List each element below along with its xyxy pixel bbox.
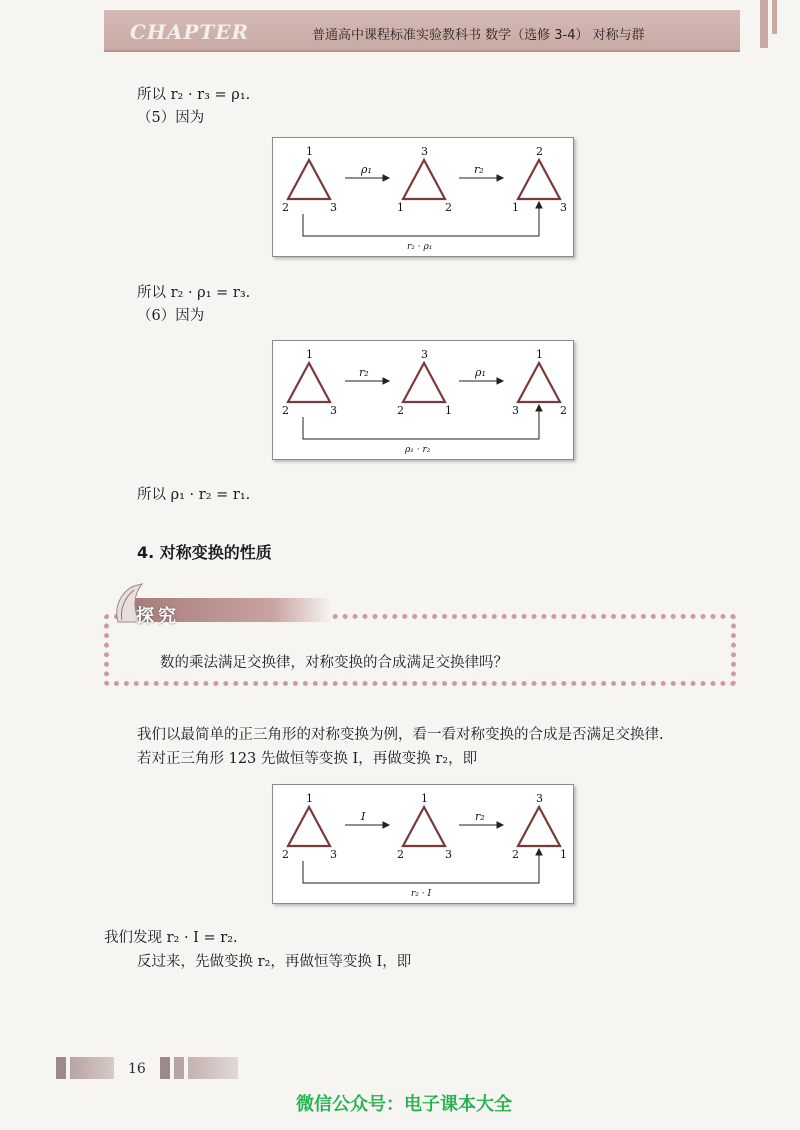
- footer-bar: [160, 1057, 170, 1079]
- operation-label: r₂: [474, 163, 484, 176]
- triangle-3: [518, 363, 560, 402]
- vertex-label: 3: [445, 848, 452, 861]
- footer-bar: [174, 1057, 184, 1079]
- vertex-label: 3: [560, 201, 567, 214]
- vertex-label: 1: [536, 348, 543, 361]
- triangle-1: [288, 807, 330, 846]
- vertex-label: 3: [330, 201, 337, 214]
- footer-bar: [56, 1057, 66, 1079]
- vertex-label: 2: [445, 201, 452, 214]
- vertex-label: 2: [397, 848, 404, 861]
- triangle-2: [403, 807, 445, 846]
- transformation-figure-1: [272, 137, 574, 257]
- triangle-3: [518, 807, 560, 846]
- operation-label: I: [361, 810, 366, 823]
- composite-label: ρ₁ · r₂: [405, 445, 431, 455]
- vertex-label: 3: [536, 792, 543, 805]
- footer-bar: [70, 1057, 114, 1079]
- chapter-label: CHAPTER: [130, 20, 250, 44]
- vertex-label: 2: [536, 145, 543, 158]
- text-line: 我们以最简单的正三角形的对称变换为例，看一看对称变换的合成是否满足交换律.: [137, 727, 664, 743]
- operation-label: ρ₁: [475, 366, 486, 379]
- text-line: 反过来，先做变换 r₂，再做恒等变换 I，即: [137, 954, 412, 970]
- composite-label: r₂ · ρ₁: [407, 242, 433, 252]
- vertex-label: 2: [512, 848, 519, 861]
- vertex-label: 3: [421, 145, 428, 158]
- text-line: 所以 r₂ · ρ₁ = r₃.: [137, 285, 251, 301]
- text-line: （6）因为: [137, 308, 205, 324]
- triangle-2: [403, 363, 445, 402]
- explore-box: [104, 614, 736, 686]
- triangle-1: [288, 160, 330, 199]
- composite-label: r₂ · I: [411, 889, 432, 899]
- vertex-label: 1: [306, 145, 313, 158]
- transformation-figure-2: [272, 340, 574, 460]
- vertex-label: 3: [330, 848, 337, 861]
- vertex-label: 1: [306, 792, 313, 805]
- vertex-label: 1: [512, 201, 519, 214]
- header-accent-bar: [772, 0, 777, 34]
- vertex-label: 1: [421, 792, 428, 805]
- text-line: 我们发现 r₂ · I = r₂.: [104, 930, 238, 946]
- vertex-label: 2: [282, 404, 289, 417]
- vertex-label: 1: [560, 848, 567, 861]
- header-accent-bar: [760, 0, 768, 48]
- text-line: （5）因为: [137, 110, 205, 126]
- vertex-label: 1: [445, 404, 452, 417]
- operation-label: r₂: [475, 810, 485, 823]
- vertex-label: 2: [560, 404, 567, 417]
- vertex-label: 3: [330, 404, 337, 417]
- book-title: 普通高中课程标准实验教科书 数学（选修 3-4） 对称与群: [312, 28, 645, 43]
- text-line: 若对正三角形 123 先做恒等变换 I，再做变换 r₂，即: [137, 751, 478, 767]
- triangle-2: [403, 160, 445, 199]
- vertex-label: 3: [421, 348, 428, 361]
- footer-bar: [188, 1057, 238, 1079]
- operation-label: ρ₁: [361, 163, 372, 176]
- operation-label: r₂: [359, 366, 369, 379]
- vertex-label: 2: [282, 201, 289, 214]
- vertex-label: 1: [397, 201, 404, 214]
- page-number: 16: [128, 1061, 146, 1077]
- text-line: 所以 ρ₁ · r₂ = r₁.: [137, 487, 251, 503]
- vertex-label: 2: [282, 848, 289, 861]
- vertex-label: 3: [512, 404, 519, 417]
- vertex-label: 2: [397, 404, 404, 417]
- vertex-label: 1: [306, 348, 313, 361]
- triangle-3: [518, 160, 560, 199]
- section-title: 4. 对称变换的性质: [137, 543, 272, 562]
- explore-label: 探究: [136, 606, 180, 627]
- watermark: 微信公众号：电子课本大全: [296, 1094, 512, 1115]
- text-line: 所以 r₂ · r₃ = ρ₁.: [137, 87, 251, 103]
- explore-question: 数的乘法满足交换律，对称变换的合成满足交换律吗？: [160, 655, 508, 671]
- triangle-1: [288, 363, 330, 402]
- transformation-figure-3: [272, 784, 574, 904]
